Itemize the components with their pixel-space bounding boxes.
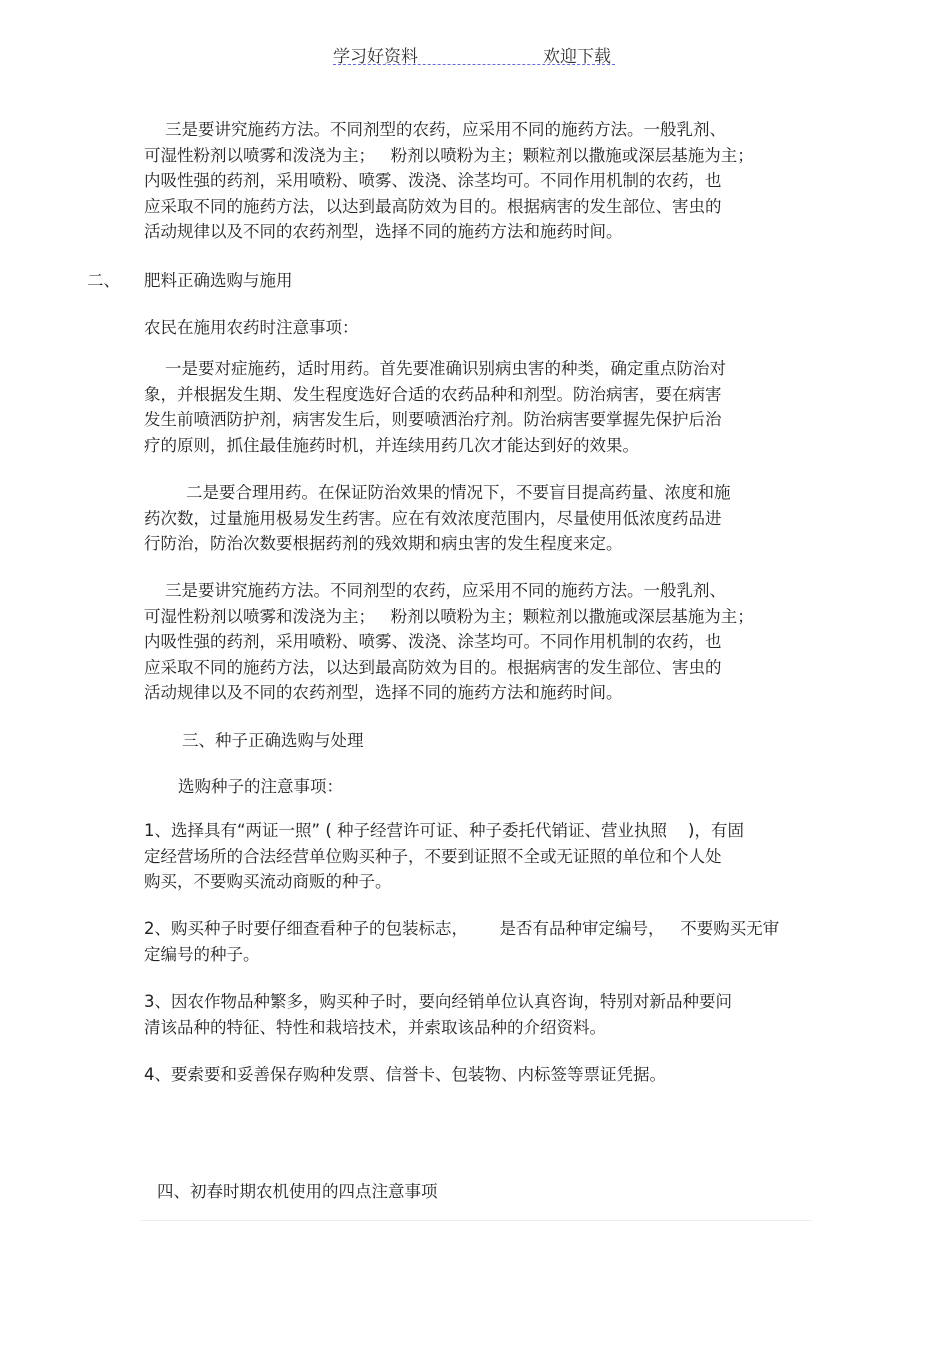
list-item-line: 定编号的种子。	[144, 944, 260, 964]
paragraph-line: 三是要讲究施药方法。不同剂型的农药，应采用不同的施药方法。一般乳剂、	[144, 581, 726, 600]
list-item-line: 购买，不要购买流动商贩的种子。	[144, 872, 392, 892]
paragraph-line: 疗的原则，抓住最佳施药时机，并连续用药几次才能达到好的效果。	[144, 435, 639, 455]
paragraph-line: 内吸性强的药剂，采用喷粉、喷雾、泼浇、涂茎均可。不同作用机制的农药，也	[144, 632, 722, 652]
paragraph-targeted-application	[144, 356, 726, 458]
list-item-3	[144, 989, 732, 1040]
section-4-title: 四、初春时期农机使用的四点注意事项	[157, 1182, 438, 1201]
paragraph-line: 应采取不同的施药方法，以达到最高防效为目的。根据病害的发生部位、害虫的	[144, 196, 722, 216]
paragraph-line: 一是要对症施药，适时用药。首先要准确识别病虫害的种类，确定重点防治对	[144, 359, 726, 378]
paragraph-line: 三是要讲究施药方法。不同剂型的农药，应采用不同的施药方法。一般乳剂、	[144, 120, 726, 139]
paragraph-line: 行防治，防治次数要根据药剂的残效期和病虫害的发生程度来定。	[144, 534, 623, 554]
list-item-2	[144, 916, 779, 967]
list-item-line: 1、选择具有“两证一照” ( 种子经营许可证、种子委托代销证、营业执照 )，有固	[144, 821, 744, 840]
paragraph-line: 发生前喷洒防护剂，病害发生后，则要喷洒治疗剂。防治病害要掌握先保护后治	[144, 410, 722, 430]
header-right-text: 欢迎下载	[543, 47, 611, 67]
paragraph-line: 二是要合理用药。在保证防治效果的情况下，不要盲目提高药量、浓度和施	[144, 483, 731, 502]
paragraph-line: 药次数，过量施用极易发生药害。应在有效浓度范围内，尽量使用低浓度药品进	[144, 508, 722, 528]
page-header	[333, 40, 615, 65]
paragraph-line: 象，并根据发生期、发生程度选好合适的农药品种和剂型。防治病害，要在病害	[144, 384, 722, 404]
section-3-title: 三、种子正确选购与处理	[182, 731, 364, 750]
list-item-line: 3、因农作物品种繁多，购买种子时，要向经销单位认真咨询，特别对新品种要问	[144, 992, 732, 1011]
list-item-1	[144, 818, 744, 895]
paragraph-rational-use	[144, 480, 730, 557]
paragraph-line: 活动规律以及不同的农药剂型，选择不同的施药方法和施药时间。	[144, 683, 623, 703]
footer-divider	[140, 1220, 812, 1221]
paragraph-line: 可湿性粉剂以喷雾和泼浇为主； 粉剂以喷粉为主；颗粒剂以撒施或深层基施为主；	[144, 145, 754, 165]
paragraph-line: 活动规律以及不同的农药剂型，选择不同的施药方法和施药时间。	[144, 222, 623, 242]
list-item-4	[144, 1062, 666, 1088]
list-item-line: 定经营场所的合法经营单位购买种子，不要到证照不全或无证照的单位和个人处	[144, 846, 722, 866]
section-3-intro: 选购种子的注意事项：	[178, 777, 343, 796]
section-2-number: 二、	[87, 271, 120, 290]
paragraph-application-methods-2	[144, 578, 754, 706]
header-left-text: 学习好资料	[333, 47, 418, 67]
paragraph-line: 应采取不同的施药方法，以达到最高防效为目的。根据病害的发生部位、害虫的	[144, 657, 722, 677]
list-item-line: 4、要索要和妥善保存购种发票、信誉卡、包装物、内标签等票证凭据。	[144, 1065, 666, 1084]
paragraph-line: 内吸性强的药剂，采用喷粉、喷雾、泼浇、涂茎均可。不同作用机制的农药，也	[144, 171, 722, 191]
paragraph-application-methods-1	[144, 117, 754, 245]
section-2-title: 肥料正确选购与施用	[144, 271, 293, 290]
section-2-intro: 农民在施用农药时注意事项：	[144, 318, 359, 337]
list-item-line: 2、购买种子时要仔细查看种子的包装标志， 是否有品种审定编号， 不要购买无审	[144, 919, 780, 938]
list-item-line: 清该品种的特征、特性和栽培技术，并索取该品种的介绍资料。	[144, 1017, 606, 1037]
paragraph-line: 可湿性粉剂以喷雾和泼浇为主； 粉剂以喷粉为主；颗粒剂以撒施或深层基施为主；	[144, 606, 754, 626]
